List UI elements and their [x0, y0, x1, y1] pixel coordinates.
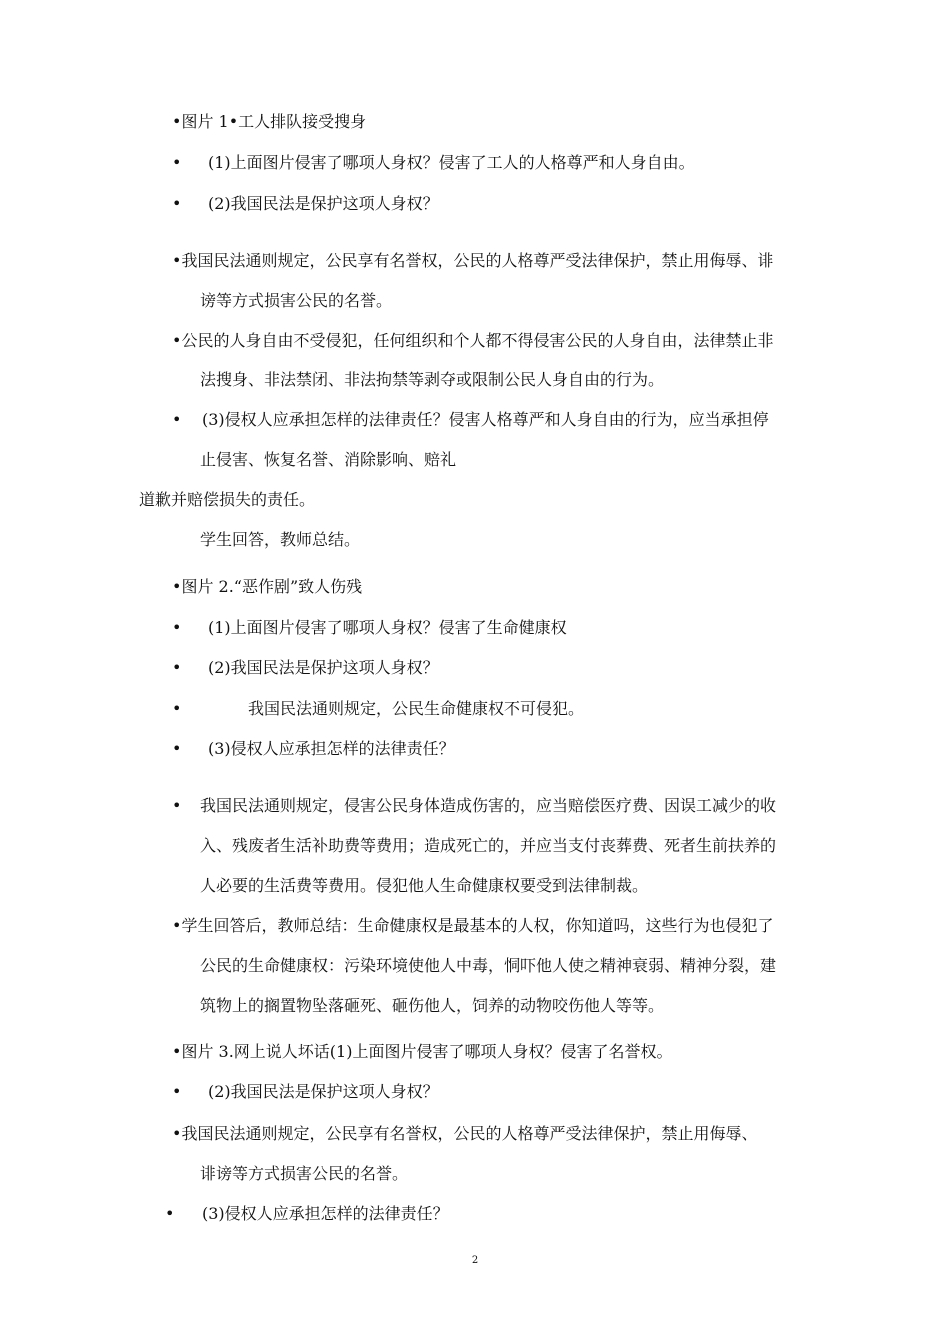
- page-number: 2: [471, 1255, 479, 1266]
- text-line: 入、残废者生活补助费等费用；造成死亡的，并应当支付丧葬费、死者生前扶养的: [200, 836, 777, 855]
- text-line: •我国民法通则规定，公民享有名誉权，公民的人格尊严受法律保护，禁止用侮辱、诽: [172, 251, 774, 270]
- text-line: (3)侵权人应承担怎样的法律责任？侵害人格尊严和人身自由的行为，应当承担停: [202, 410, 769, 429]
- bullet: •: [172, 153, 182, 172]
- bullet: •: [172, 1082, 182, 1101]
- text-line: (2)我国民法是保护这项人身权？: [208, 658, 439, 677]
- text-line: 道歉并赔偿损失的责任。: [139, 490, 316, 509]
- text-line: 法搜身、非法禁闭、非法拘禁等剥夺或限制公民人身自由的行为。: [200, 370, 665, 389]
- text-line: 筑物上的搁置物坠落砸死、砸伤他人，饲养的动物咬伤他人等等。: [200, 996, 665, 1015]
- text-line: 学生回答，教师总结。: [200, 530, 361, 549]
- text-line: (3)侵权人应承担怎样的法律责任？: [208, 739, 455, 758]
- text-line: (2)我国民法是保护这项人身权？: [208, 194, 439, 213]
- text-line: 人必要的生活费等费用。侵犯他人生命健康权要受到法律制裁。: [200, 876, 649, 895]
- bullet: •: [172, 410, 182, 429]
- bullet: •: [165, 1204, 175, 1223]
- text-line: 止侵害、恢复名誉、消除影响、赔礼: [200, 450, 457, 469]
- text-line: •图片 1•工人排队接受搜身: [172, 112, 367, 131]
- text-line: •我国民法通则规定，公民享有名誉权，公民的人格尊严受法律保护，禁止用侮辱、: [172, 1124, 758, 1143]
- text-line: 谤等方式损害公民的名誉。: [200, 291, 393, 310]
- text-line: 诽谤等方式损害公民的名誉。: [200, 1164, 409, 1183]
- text-line: •学生回答后，教师总结：生命健康权是最基本的人权，你知道吗，这些行为也侵犯了: [172, 916, 774, 935]
- text-line: (1)上面图片侵害了哪项人身权？侵害了生命健康权: [208, 618, 567, 637]
- text-line: •图片 2.“恶作剧”致人伤残: [172, 577, 363, 596]
- bullet: •: [172, 194, 182, 213]
- text-line: (1)上面图片侵害了哪项人身权？侵害了工人的人格尊严和人身自由。: [208, 153, 695, 172]
- text-line: 我国民法通则规定，侵害公民身体造成伤害的，应当赔偿医疗费、因误工减少的收: [200, 796, 777, 815]
- bullet: •: [172, 796, 182, 815]
- text-line: (3)侵权人应承担怎样的法律责任？: [202, 1204, 449, 1223]
- bullet: •: [172, 658, 182, 677]
- bullet: •: [172, 618, 182, 637]
- text-line: •图片 3.网上说人坏话(1)上面图片侵害了哪项人身权？侵害了名誉权。: [172, 1042, 673, 1061]
- bullet: •: [172, 699, 182, 718]
- text-line: •公民的人身自由不受侵犯，任何组织和个人都不得侵害公民的人身自由，法律禁止非: [172, 331, 774, 350]
- text-line: 公民的生命健康权：污染环境使他人中毒，恫吓他人使之精神衰弱、精神分裂，建: [200, 956, 777, 975]
- text-line: 我国民法通则规定，公民生命健康权不可侵犯。: [248, 699, 585, 718]
- text-line: (2)我国民法是保护这项人身权？: [208, 1082, 439, 1101]
- bullet: •: [172, 739, 182, 758]
